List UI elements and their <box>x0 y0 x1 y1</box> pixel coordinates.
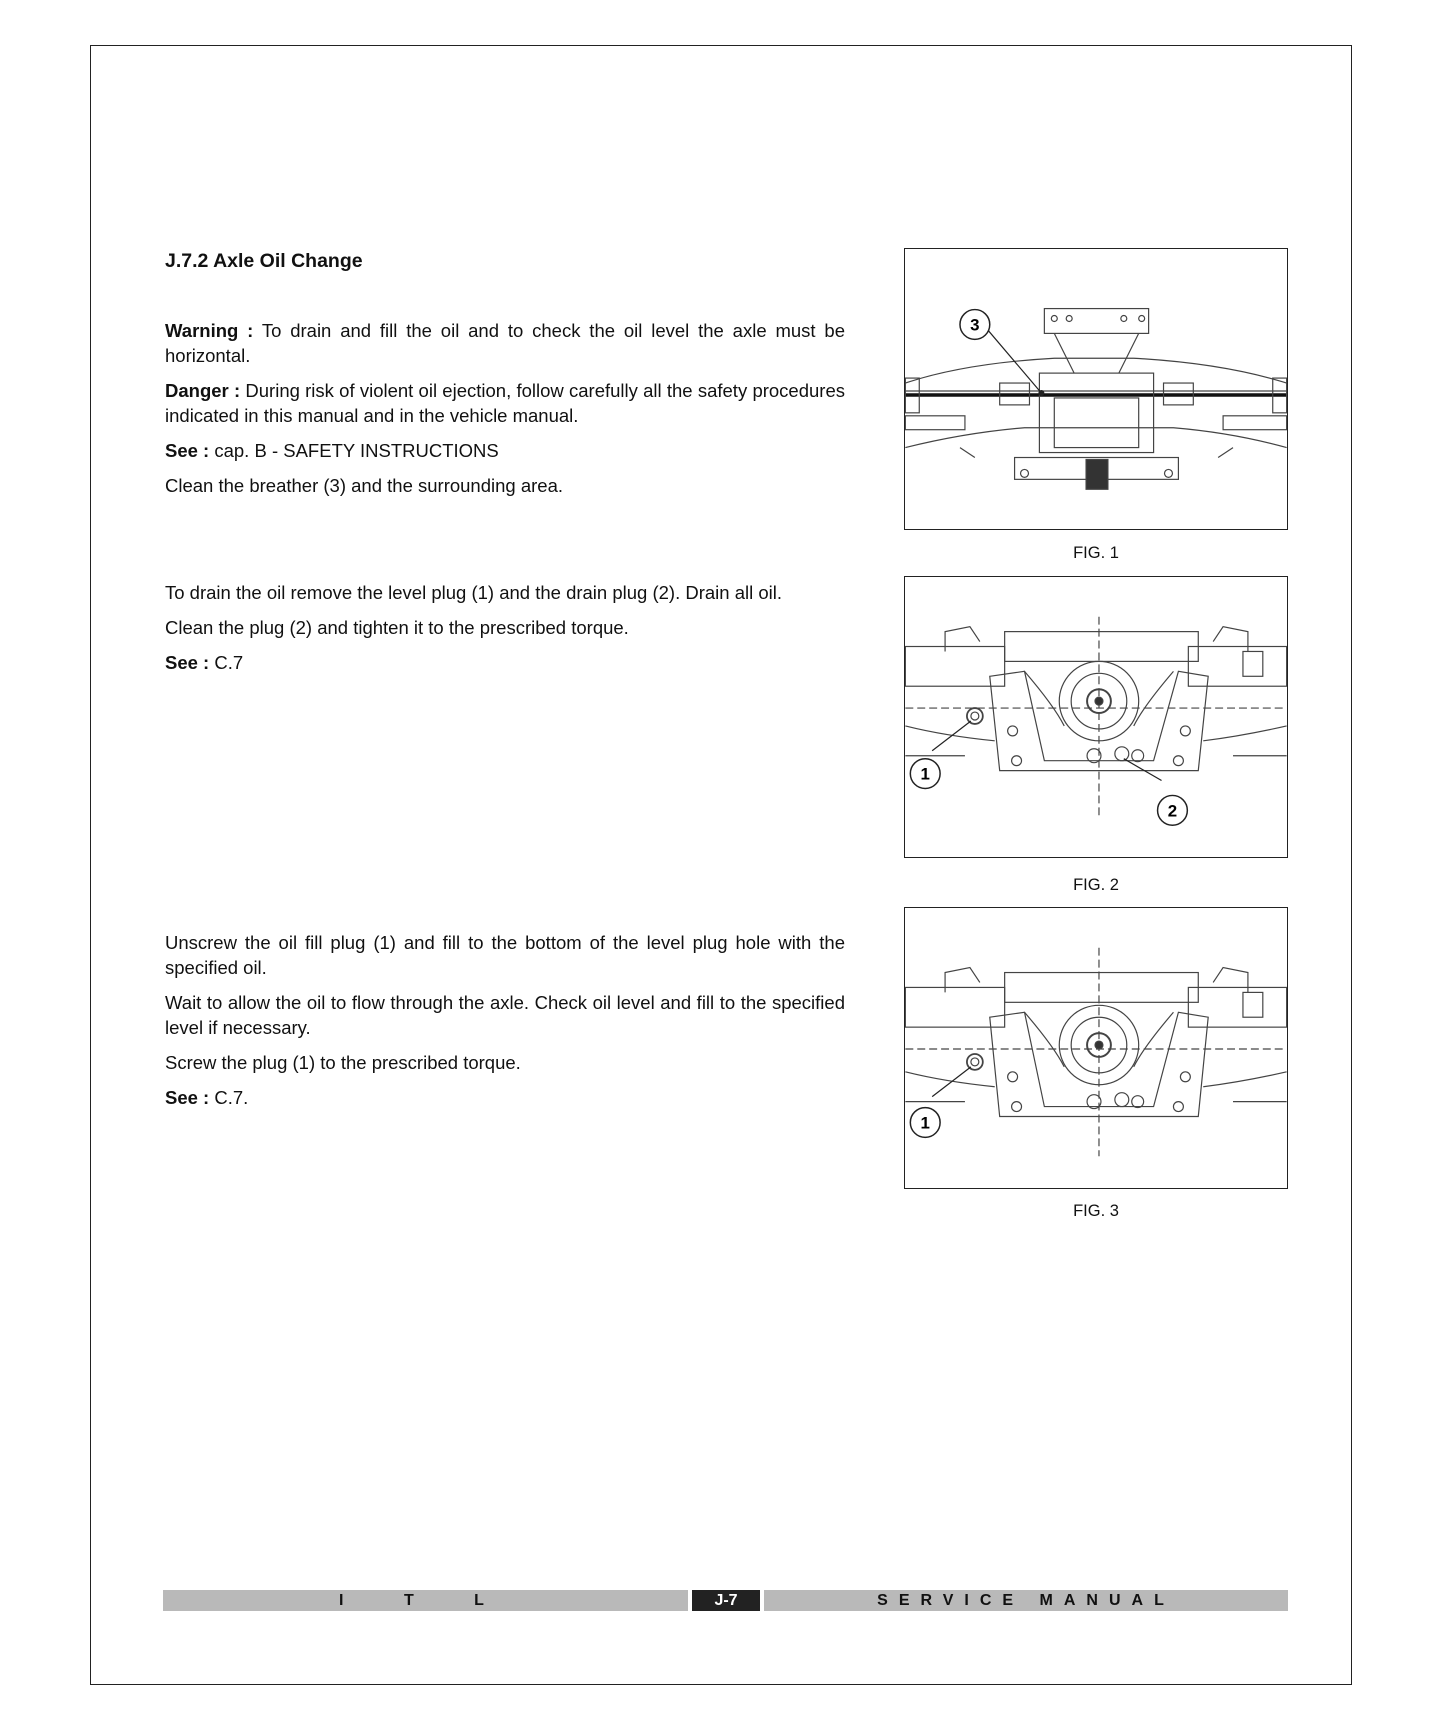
figure-2-caption: FIG. 2 <box>1073 876 1119 894</box>
figure-3-axle-rear-view <box>904 907 1288 1189</box>
see-label: See : <box>165 440 210 461</box>
figure-1-axle-top-view <box>904 248 1288 530</box>
figure-1-caption: FIG. 1 <box>1073 544 1119 562</box>
see-reference: C.7 <box>209 652 244 673</box>
screw-text: Screw the plug (1) to the prescribed torque. <box>165 1052 521 1073</box>
see-reference: cap. B - SAFETY INSTRUCTIONS <box>209 440 499 461</box>
danger-label: Danger : <box>165 380 241 401</box>
figure-2-axle-rear-view <box>904 576 1288 858</box>
callout-3-label: 3 <box>970 315 980 335</box>
warning-text: To drain and fill the oil and to check the oil level the axle must be horizontal. <box>165 320 845 366</box>
clean-plug-text: Clean the plug (2) and tighten it to the prescribed torque. <box>165 617 629 638</box>
clean-breather-text: Clean the breather (3) and the surrounding area. <box>165 475 564 496</box>
footer-manual-title: SERVICE MANUAL <box>764 1590 1288 1611</box>
see-paragraph <box>165 1085 845 1110</box>
danger-text: During risk of violent oil ejection, follow carefully all the safety procedures indicated in this manual and in the vehicle manual. <box>165 380 846 426</box>
warning-label: Warning : <box>165 320 254 341</box>
footer-company: I T L <box>163 1590 688 1611</box>
wait-text: Wait to allow the oil to flow through the axle. Check oil level and fill to the specified level if necessary. <box>165 992 845 1038</box>
callout-1-label: 1 <box>920 764 930 784</box>
see-label: See : <box>165 1087 210 1108</box>
see-label: See : <box>165 652 210 673</box>
see-paragraph <box>165 438 845 463</box>
fill-block <box>165 930 845 1120</box>
section-title: J.7.2 Axle Oil Change <box>165 250 363 272</box>
see-paragraph <box>165 650 845 675</box>
axle-top-drawing <box>905 249 1287 529</box>
callout-1-label: 1 <box>920 1113 930 1133</box>
figure-3-caption: FIG. 3 <box>1073 1202 1119 1220</box>
callout-2-label: 2 <box>1167 801 1178 821</box>
danger-paragraph <box>165 378 845 428</box>
drain-text: To drain the oil remove the level plug (1) and the drain plug (2). Drain all oil. <box>165 582 782 603</box>
unscrew-text: Unscrew the oil fill plug (1) and fill to the bottom of the level plug hole with the specified oil. <box>165 932 845 978</box>
axle-rear-drawing <box>905 577 1287 857</box>
drain-block <box>165 580 845 685</box>
warning-block <box>165 318 845 508</box>
axle-rear-drawing <box>905 908 1287 1188</box>
see-reference: C.7. <box>209 1087 249 1108</box>
footer-page-number: J-7 <box>692 1590 760 1611</box>
warning-paragraph <box>165 318 845 368</box>
